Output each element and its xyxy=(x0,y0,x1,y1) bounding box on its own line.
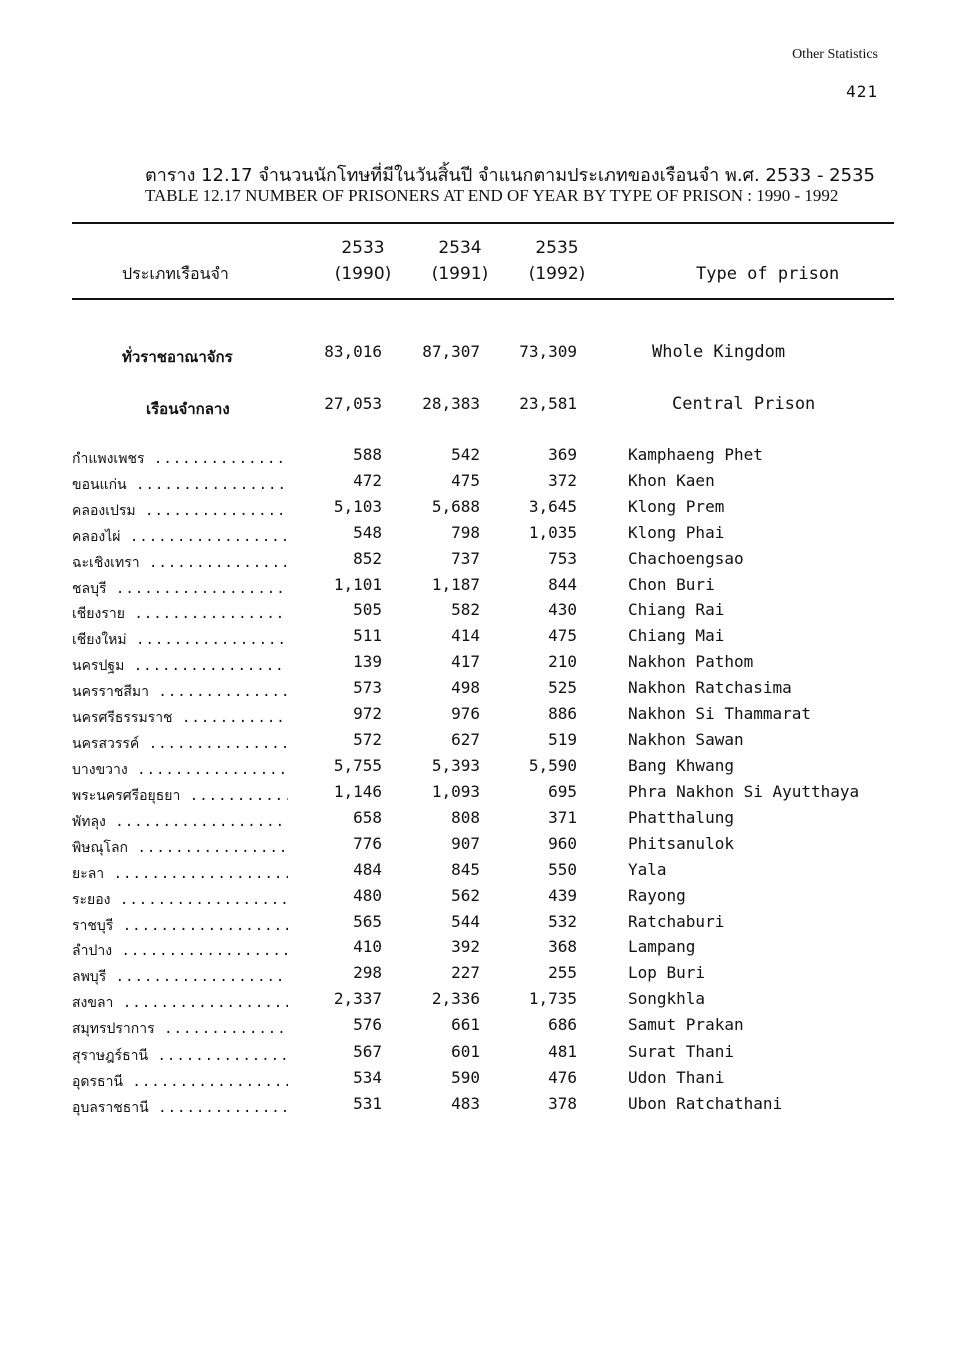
column-header-type-english: Type of prison xyxy=(696,264,840,284)
table-row xyxy=(0,575,966,601)
value-1992: 519 xyxy=(548,730,577,749)
value-1991: 582 xyxy=(451,600,480,619)
row-label-english: Samut Prakan xyxy=(628,1015,744,1034)
row-label-english: Nakhon Pathom xyxy=(628,652,754,671)
value-1992: 368 xyxy=(548,937,577,956)
table-row xyxy=(0,963,966,989)
row-label-english: Chiang Mai xyxy=(628,626,725,645)
value-1992: 686 xyxy=(548,1015,577,1034)
value-1991: 1,093 xyxy=(431,782,480,801)
row-label-thai: ลพบุรี ..... xyxy=(72,966,288,988)
table-row xyxy=(0,523,966,549)
table-row xyxy=(0,782,966,808)
value-1990: 1,146 xyxy=(333,782,382,801)
row-label-english: Nakhon Ratchasima xyxy=(628,678,792,697)
value-1990: 298 xyxy=(353,963,382,982)
value-1991: 562 xyxy=(451,886,480,905)
row-label-thai: สมุทรปราการ ..... xyxy=(72,1018,288,1040)
row-label-english: Phra Nakhon Si Ayutthaya xyxy=(628,782,860,801)
section-label: Other Statistics xyxy=(792,47,878,62)
value-1992: 3,645 xyxy=(528,497,577,516)
row-label-english: Central Prison xyxy=(672,394,816,414)
row-label-english: Bang Khwang xyxy=(628,756,734,775)
table-title-thai: ตาราง 12.17 จำนวนนักโทษที่มีในวันสิ้นปี จำแนกตามประเภทของเรือนจำ พ.ศ. 2533 - 2535 xyxy=(145,165,875,186)
value-1991: 392 xyxy=(451,937,480,956)
row-label-english: Yala xyxy=(628,860,667,879)
column-header-year-1992-ce: (1992) xyxy=(528,264,586,284)
value-1990: 573 xyxy=(353,678,382,697)
value-1992: 73,309 xyxy=(519,342,577,361)
row-label-thai: กำแพงเพชร ..... xyxy=(72,448,288,470)
column-header-year-1992-be: 2535 xyxy=(535,238,579,258)
table-row xyxy=(0,937,966,963)
value-1990: 83,016 xyxy=(324,342,382,361)
value-1992: 210 xyxy=(548,652,577,671)
row-label-thai: สุราษฎร์ธานี ..... xyxy=(72,1045,288,1067)
value-1991: 798 xyxy=(451,523,480,542)
table-row xyxy=(0,730,966,756)
row-label-thai: ขอนแก่น ..... xyxy=(72,474,288,496)
row-label-english: Songkhla xyxy=(628,989,706,1008)
value-1991: 414 xyxy=(451,626,480,645)
value-1992: 255 xyxy=(548,963,577,982)
value-1991: 590 xyxy=(451,1068,480,1087)
value-1990: 548 xyxy=(353,523,382,542)
row-label-english: Kamphaeng Phet xyxy=(628,445,763,464)
table-row xyxy=(0,886,966,912)
value-1992: 1,035 xyxy=(528,523,577,542)
value-1992: 886 xyxy=(548,704,577,723)
value-1991: 542 xyxy=(451,445,480,464)
value-1990: 534 xyxy=(353,1068,382,1087)
row-label-thai: คลองเปรม ..... xyxy=(72,500,288,522)
value-1990: 505 xyxy=(353,600,382,619)
value-1992: 1,735 xyxy=(528,989,577,1008)
table-row xyxy=(0,834,966,860)
value-1990: 511 xyxy=(353,626,382,645)
value-1990: 776 xyxy=(353,834,382,853)
row-label-thai: เชียงราย ..... xyxy=(72,603,288,625)
value-1991: 87,307 xyxy=(422,342,480,361)
row-label-english: Klong Phai xyxy=(628,523,725,542)
row-label-thai: บางขวาง ..... xyxy=(72,759,288,781)
table-row xyxy=(0,704,966,730)
value-1992: 481 xyxy=(548,1042,577,1061)
row-label-thai: นครสวรรค์ ..... xyxy=(72,733,288,755)
column-header-year-1991-be: 2534 xyxy=(438,238,482,258)
value-1992: 5,590 xyxy=(528,756,577,775)
table-header-rule xyxy=(72,298,894,300)
table-row xyxy=(0,989,966,1015)
table-row-whole-kingdom xyxy=(0,342,966,368)
row-label-english: Phitsanulok xyxy=(628,834,734,853)
row-label-english: Khon Kaen xyxy=(628,471,715,490)
table-title-english: TABLE 12.17 NUMBER OF PRISONERS AT END OF YEAR BY TYPE OF PRISON : 1990 - 1992 xyxy=(145,186,839,205)
value-1992: 439 xyxy=(548,886,577,905)
value-1991: 627 xyxy=(451,730,480,749)
table-row xyxy=(0,445,966,471)
value-1991: 1,187 xyxy=(431,575,480,594)
table-row xyxy=(0,652,966,678)
value-1990: 27,053 xyxy=(324,394,382,413)
table-top-rule xyxy=(72,222,894,224)
value-1992: 430 xyxy=(548,600,577,619)
column-header-year-1990-ce: (1990) xyxy=(334,264,392,284)
value-1990: 484 xyxy=(353,860,382,879)
row-label-english: Nakhon Si Thammarat xyxy=(628,704,812,723)
value-1992: 550 xyxy=(548,860,577,879)
row-label-english: Lampang xyxy=(628,937,696,956)
value-1990: 658 xyxy=(353,808,382,827)
row-label-thai: เชียงใหม่ ..... xyxy=(72,629,288,651)
value-1992: 378 xyxy=(548,1094,577,1113)
value-1990: 5,755 xyxy=(333,756,382,775)
value-1992: 695 xyxy=(548,782,577,801)
value-1991: 2,336 xyxy=(431,989,480,1008)
page-number: 421 xyxy=(846,82,878,101)
row-label-thai: ราชบุรี ..... xyxy=(72,915,288,937)
value-1990: 572 xyxy=(353,730,382,749)
row-label-thai: ยะลา ..... xyxy=(72,863,288,885)
table-row-central-prison xyxy=(0,394,966,420)
row-label-english: Whole Kingdom xyxy=(652,342,786,362)
table-row xyxy=(0,1015,966,1041)
value-1991: 808 xyxy=(451,808,480,827)
value-1991: 5,393 xyxy=(431,756,480,775)
row-label-thai: คลองไผ่ ..... xyxy=(72,526,288,548)
column-header-year-1991-ce: (1991) xyxy=(431,264,489,284)
value-1990: 1,101 xyxy=(333,575,382,594)
table-row xyxy=(0,1068,966,1094)
value-1990: 472 xyxy=(353,471,382,490)
value-1992: 371 xyxy=(548,808,577,827)
value-1991: 661 xyxy=(451,1015,480,1034)
value-1990: 565 xyxy=(353,912,382,931)
row-label-thai: พัทลุง ..... xyxy=(72,811,288,833)
table-row xyxy=(0,600,966,626)
value-1990: 410 xyxy=(353,937,382,956)
value-1990: 972 xyxy=(353,704,382,723)
value-1991: 227 xyxy=(451,963,480,982)
value-1992: 960 xyxy=(548,834,577,853)
value-1992: 475 xyxy=(548,626,577,645)
column-header-year-1990-be: 2533 xyxy=(341,238,385,258)
row-label-english: Surat Thani xyxy=(628,1042,734,1061)
table-row xyxy=(0,808,966,834)
row-label-thai: ทั่วราชอาณาจักร xyxy=(122,348,233,366)
row-label-english: Chachoengsao xyxy=(628,549,744,568)
row-label-english: Udon Thani xyxy=(628,1068,725,1087)
row-label-english: Nakhon Sawan xyxy=(628,730,744,749)
table-row xyxy=(0,471,966,497)
value-1991: 601 xyxy=(451,1042,480,1061)
row-label-thai: นครปฐม ..... xyxy=(72,655,288,677)
row-label-english: Ratchaburi xyxy=(628,912,725,931)
row-label-thai: นครศรีธรรมราช ..... xyxy=(72,707,288,729)
value-1990: 531 xyxy=(353,1094,382,1113)
row-label-thai: ลำปาง ..... xyxy=(72,940,288,962)
value-1990: 5,103 xyxy=(333,497,382,516)
row-label-thai: พิษณุโลก ..... xyxy=(72,837,288,859)
value-1991: 475 xyxy=(451,471,480,490)
value-1990: 139 xyxy=(353,652,382,671)
table-row xyxy=(0,626,966,652)
row-label-english: Phatthalung xyxy=(628,808,734,827)
table-row xyxy=(0,497,966,523)
table-row xyxy=(0,1094,966,1120)
row-label-english: Klong Prem xyxy=(628,497,725,516)
value-1992: 844 xyxy=(548,575,577,594)
table-row xyxy=(0,756,966,782)
table-row xyxy=(0,1042,966,1068)
value-1990: 852 xyxy=(353,549,382,568)
value-1991: 976 xyxy=(451,704,480,723)
row-label-thai: พระนครศรีอยุธยา ..... xyxy=(72,785,288,807)
value-1991: 28,383 xyxy=(422,394,480,413)
value-1991: 498 xyxy=(451,678,480,697)
row-label-english: Rayong xyxy=(628,886,686,905)
row-label-thai: นครราชสีมา ..... xyxy=(72,681,288,703)
value-1991: 907 xyxy=(451,834,480,853)
value-1992: 372 xyxy=(548,471,577,490)
value-1992: 476 xyxy=(548,1068,577,1087)
table-row xyxy=(0,912,966,938)
value-1991: 544 xyxy=(451,912,480,931)
row-label-thai: สงขลา ..... xyxy=(72,992,288,1014)
value-1990: 480 xyxy=(353,886,382,905)
row-label-thai: ฉะเชิงเทรา ..... xyxy=(72,552,288,574)
value-1992: 532 xyxy=(548,912,577,931)
value-1992: 23,581 xyxy=(519,394,577,413)
value-1991: 845 xyxy=(451,860,480,879)
row-label-thai: ชลบุรี ..... xyxy=(72,578,288,600)
column-header-type-thai: ประเภทเรือนจำ xyxy=(122,264,229,283)
value-1992: 369 xyxy=(548,445,577,464)
row-label-english: Ubon Ratchathani xyxy=(628,1094,783,1113)
value-1991: 417 xyxy=(451,652,480,671)
table-row xyxy=(0,549,966,575)
table-row xyxy=(0,860,966,886)
row-label-thai: ระยอง ..... xyxy=(72,889,288,911)
value-1992: 753 xyxy=(548,549,577,568)
row-label-english: Chon Buri xyxy=(628,575,715,594)
value-1991: 737 xyxy=(451,549,480,568)
row-label-english: Chiang Rai xyxy=(628,600,725,619)
value-1990: 567 xyxy=(353,1042,382,1061)
row-label-english: Lop Buri xyxy=(628,963,706,982)
value-1991: 483 xyxy=(451,1094,480,1113)
row-label-thai: อุบลราชธานี ..... xyxy=(72,1097,288,1119)
value-1992: 525 xyxy=(548,678,577,697)
value-1990: 588 xyxy=(353,445,382,464)
value-1990: 2,337 xyxy=(333,989,382,1008)
value-1991: 5,688 xyxy=(431,497,480,516)
row-label-thai: อุดรธานี ..... xyxy=(72,1071,288,1093)
row-label-thai: เรือนจำกลาง xyxy=(146,400,230,418)
value-1990: 576 xyxy=(353,1015,382,1034)
table-row xyxy=(0,678,966,704)
